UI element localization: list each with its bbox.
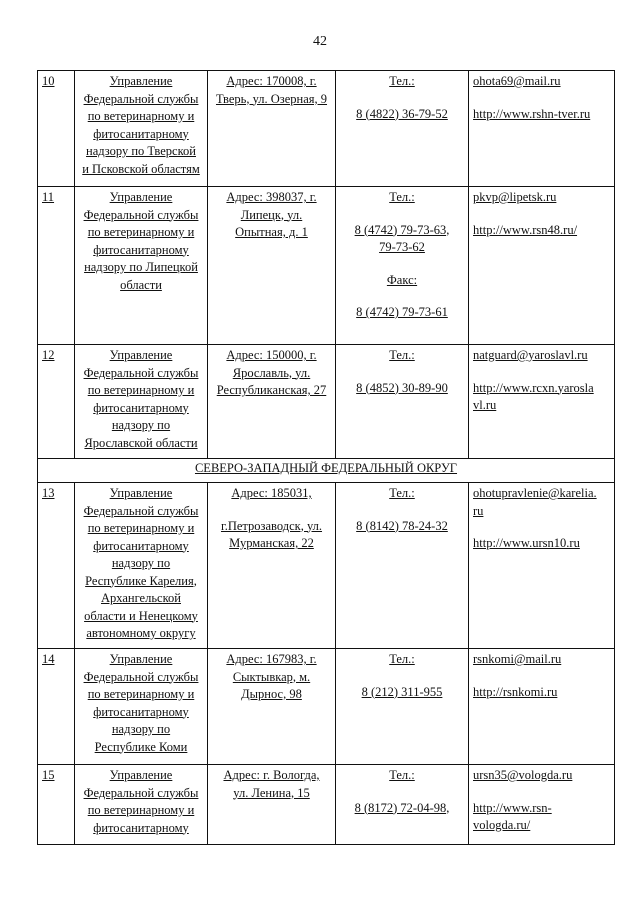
line-gap bbox=[340, 257, 464, 272]
name-line: Республике Карелия, bbox=[85, 573, 197, 588]
addr-line: Республиканская, 27 bbox=[216, 383, 327, 397]
name-line: фитосанитарному bbox=[93, 538, 189, 553]
organization-name-cell bbox=[75, 765, 208, 845]
mail-line: http://www.rsn48.ru/ bbox=[473, 222, 578, 237]
row-number-cell: 14 bbox=[38, 649, 75, 765]
addr-line: ул. Ленина, 15 bbox=[233, 785, 310, 800]
line-gap bbox=[473, 520, 610, 535]
tel-line: Тел.: bbox=[389, 486, 415, 500]
name-line: Федеральной службы bbox=[83, 503, 199, 518]
organization-name-cell bbox=[75, 483, 208, 649]
mail-line: ursn35@vologda.ru bbox=[473, 768, 573, 782]
line-gap bbox=[473, 669, 610, 684]
line-gap bbox=[212, 503, 331, 518]
email-website-cell bbox=[469, 765, 615, 845]
name-line: надзору по Тверской bbox=[86, 144, 196, 158]
table-body-before-district bbox=[38, 71, 615, 459]
line-gap bbox=[340, 207, 464, 222]
addr-line: Ярославль, ул. bbox=[232, 365, 311, 380]
phone-cell bbox=[336, 187, 469, 345]
addr-line: Адрес: 398037, г. bbox=[226, 190, 317, 204]
contacts-table bbox=[37, 70, 615, 845]
mail-line: vologda.ru/ bbox=[473, 818, 531, 832]
mail-line: http://www.rsn- bbox=[473, 800, 552, 815]
name-line: по ветеринарному и bbox=[87, 521, 195, 535]
organization-name-cell bbox=[75, 345, 208, 459]
organization-name-cell bbox=[75, 649, 208, 765]
tel-line: Тел.: bbox=[389, 652, 415, 666]
email-website-cell bbox=[469, 71, 615, 187]
name-line: Управление bbox=[109, 74, 173, 88]
mail-line: natguard@yaroslavl.ru bbox=[473, 348, 588, 362]
line-gap bbox=[340, 503, 464, 518]
tel-line: 8 (4852) 30-89-90 bbox=[356, 380, 448, 395]
tel-line: 8 (4742) 79-73-63, bbox=[354, 222, 450, 237]
name-line: фитосанитарному bbox=[93, 126, 189, 141]
name-line: Управление bbox=[109, 486, 173, 500]
mail-line: ru bbox=[473, 503, 484, 518]
addr-line: Мурманская, 22 bbox=[229, 536, 314, 550]
line-gap bbox=[340, 785, 464, 800]
addr-line: Дырнос, 98 bbox=[241, 687, 302, 701]
tel-line: 8 (8142) 78-24-32 bbox=[356, 518, 448, 533]
name-line: Ярославской области bbox=[84, 435, 198, 450]
name-line: области bbox=[120, 277, 162, 292]
name-line: надзору по bbox=[111, 418, 171, 432]
organization-name-cell bbox=[75, 187, 208, 345]
name-line: надзору по Липецкой bbox=[84, 260, 198, 274]
tel-line: Тел.: bbox=[389, 190, 415, 204]
table-row bbox=[38, 71, 615, 187]
addr-line: г.Петрозаводск, ул. bbox=[220, 518, 323, 533]
name-line: фитосанитарному bbox=[93, 820, 189, 835]
line-gap bbox=[340, 91, 464, 106]
name-line: Управление bbox=[109, 652, 173, 666]
table-body-after-district bbox=[38, 483, 615, 845]
name-line: фитосанитарному bbox=[93, 242, 189, 257]
line-gap bbox=[473, 785, 610, 800]
line-gap bbox=[340, 669, 464, 684]
address-cell bbox=[208, 765, 336, 845]
name-line: Федеральной службы bbox=[83, 669, 199, 684]
address-cell bbox=[208, 483, 336, 649]
tel-line: 8 (4742) 79-73-61 bbox=[356, 305, 448, 319]
name-line: Федеральной службы bbox=[83, 785, 199, 800]
district-header-row bbox=[38, 459, 615, 483]
line-gap bbox=[340, 365, 464, 380]
name-line: Управление bbox=[109, 190, 173, 204]
line-gap bbox=[473, 365, 610, 380]
name-line: по ветеринарному и bbox=[87, 687, 195, 701]
mail-line: http://www.rcxn.yarosla bbox=[473, 380, 594, 395]
name-line: автономному округу bbox=[86, 626, 196, 640]
email-website-cell bbox=[469, 483, 615, 649]
name-line: фитосанитарному bbox=[93, 704, 189, 719]
mail-line: http://www.rshn-tver.ru bbox=[473, 106, 591, 121]
phone-cell bbox=[336, 483, 469, 649]
organization-name-cell bbox=[75, 71, 208, 187]
tel-line: 79-73-62 bbox=[379, 240, 425, 254]
phone-cell bbox=[336, 649, 469, 765]
addr-line: Адрес: 170008, г. bbox=[226, 74, 317, 88]
table-row bbox=[38, 187, 615, 345]
address-cell bbox=[208, 187, 336, 345]
name-line: Архангельской bbox=[101, 591, 181, 605]
row-number-cell: 13 bbox=[38, 483, 75, 649]
address-cell bbox=[208, 649, 336, 765]
name-line: фитосанитарному bbox=[93, 400, 189, 415]
addr-line: Сыктывкар, м. bbox=[232, 669, 311, 684]
name-line: по ветеринарному и bbox=[87, 225, 195, 239]
tel-line: Тел.: bbox=[389, 768, 415, 782]
name-line: Федеральной службы bbox=[83, 91, 199, 106]
row-number-cell: 10 bbox=[38, 71, 75, 187]
line-gap bbox=[340, 289, 464, 304]
name-line: Федеральной службы bbox=[83, 207, 199, 222]
table-row bbox=[38, 345, 615, 459]
name-line: по ветеринарному и bbox=[87, 383, 195, 397]
email-website-cell bbox=[469, 649, 615, 765]
name-line: по ветеринарному и bbox=[87, 803, 195, 817]
line-gap bbox=[473, 91, 610, 106]
district-title: СЕВЕРО-ЗАПАДНЫЙ ФЕДЕРАЛЬНЫЙ ОКРУГ bbox=[38, 459, 615, 483]
name-line: Федеральной службы bbox=[83, 365, 199, 380]
phone-cell bbox=[336, 345, 469, 459]
addr-line: Тверь, ул. Озерная, 9 bbox=[215, 91, 328, 106]
name-line: и Псковской областям bbox=[82, 161, 200, 176]
phone-cell bbox=[336, 71, 469, 187]
district-section bbox=[38, 459, 615, 483]
name-line: Управление bbox=[109, 768, 173, 782]
mail-line: ohotupravlenie@karelia. bbox=[473, 486, 597, 500]
addr-line: Опытная, д. 1 bbox=[235, 225, 308, 239]
email-website-cell bbox=[469, 187, 615, 345]
mail-line: pkvp@lipetsk.ru bbox=[473, 190, 557, 204]
page-number: 42 bbox=[313, 34, 327, 49]
name-line: надзору по bbox=[111, 556, 171, 570]
name-line: по ветеринарному и bbox=[87, 109, 195, 123]
addr-line: Адрес: 150000, г. bbox=[226, 348, 317, 362]
addr-line: Адрес: 167983, г. bbox=[226, 652, 317, 666]
email-website-cell bbox=[469, 345, 615, 459]
address-cell bbox=[208, 71, 336, 187]
mail-line: vl.ru bbox=[473, 398, 497, 412]
addr-line: Липецк, ул. bbox=[240, 207, 303, 222]
tel-line: 8 (8172) 72-04-98, bbox=[354, 800, 450, 815]
table-row bbox=[38, 765, 615, 845]
table-row bbox=[38, 649, 615, 765]
table-row bbox=[38, 483, 615, 649]
tel-line: Тел.: bbox=[389, 348, 415, 362]
name-line: Управление bbox=[109, 348, 173, 362]
row-number-cell: 15 bbox=[38, 765, 75, 845]
mail-line: rsnkomi@mail.ru bbox=[473, 652, 562, 666]
name-line: надзору по bbox=[111, 722, 171, 736]
addr-line: Адрес: г. Вологда, bbox=[223, 768, 320, 782]
mail-line: http://rsnkomi.ru bbox=[473, 684, 558, 699]
mail-line: http://www.ursn10.ru bbox=[473, 536, 580, 550]
name-line: области и Ненецкому bbox=[84, 608, 198, 623]
mail-line: ohota69@mail.ru bbox=[473, 74, 561, 88]
tel-line: 8 (4822) 36-79-52 bbox=[356, 106, 448, 121]
name-line: Республике Коми bbox=[94, 739, 188, 754]
tel-line: 8 (212) 311-955 bbox=[361, 684, 443, 699]
tel-line: Тел.: bbox=[389, 74, 415, 88]
row-number-cell: 12 bbox=[38, 345, 75, 459]
row-number-cell: 11 bbox=[38, 187, 75, 345]
address-cell bbox=[208, 345, 336, 459]
line-gap bbox=[473, 207, 610, 222]
phone-cell bbox=[336, 765, 469, 845]
addr-line: Адрес: 185031, bbox=[231, 486, 312, 500]
tel-line: Факс: bbox=[386, 272, 418, 287]
